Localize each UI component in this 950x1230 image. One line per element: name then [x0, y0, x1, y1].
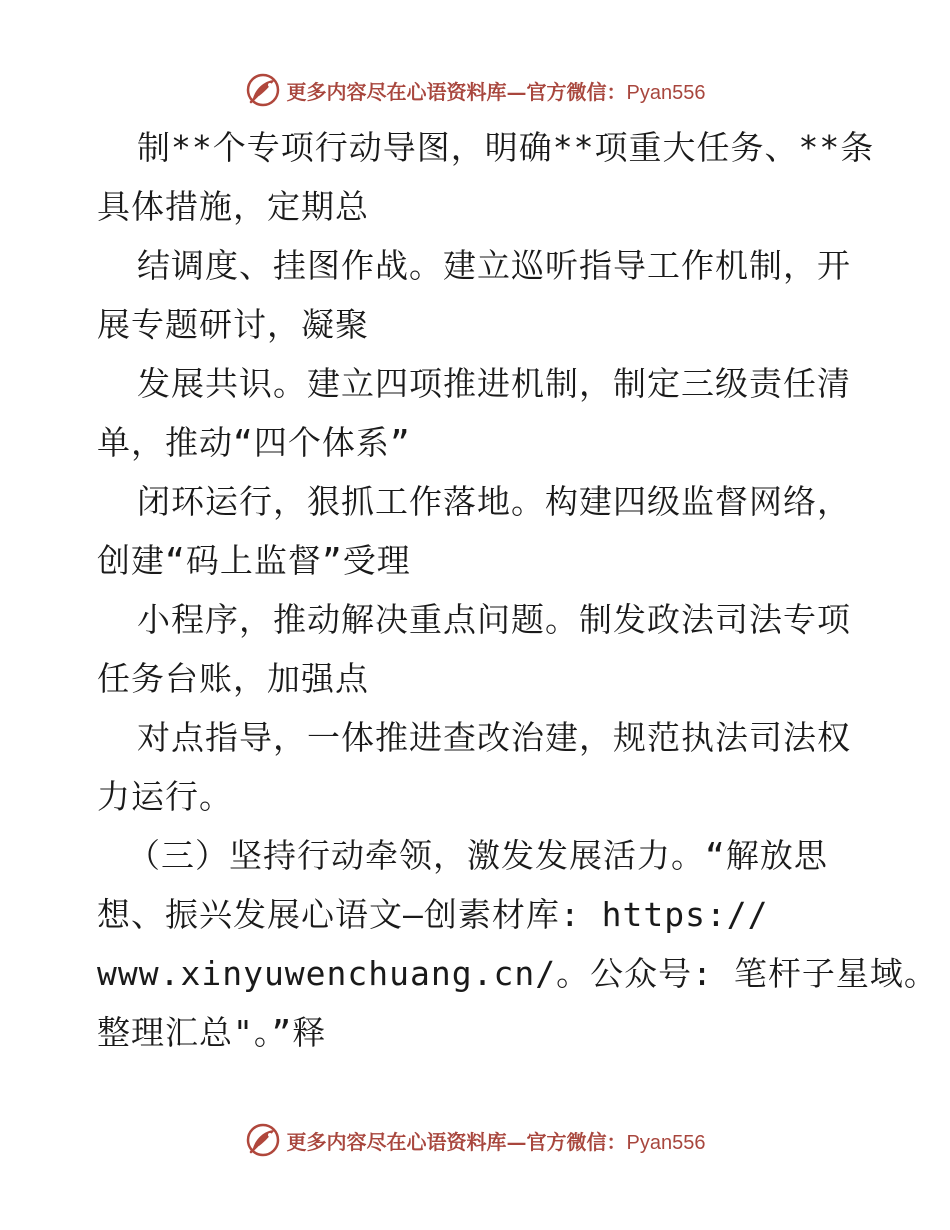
header-watermark: [0, 70, 950, 110]
wechat-id: Pyan556: [626, 1131, 706, 1154]
text-line: 单，推动“四个体系”: [97, 423, 411, 462]
text-line: 结调度、挂图作战。建立巡听指导工作机制，开: [137, 246, 851, 285]
text-line: 发展共识。建立四项推进机制，制定三级责任清: [137, 364, 851, 403]
watermark-text: 更多内容尽在心语资料库—官方微信：Pyan556: [286, 79, 706, 104]
wechat-id: Pyan556: [626, 81, 706, 104]
text-line: 制**个专项行动导图，明确**项重大任务、**条: [137, 128, 875, 167]
footer-watermark: [0, 1120, 950, 1160]
document-body: [97, 118, 938, 1062]
text-line: 展专题研讨，凝聚: [97, 305, 369, 344]
brush-pen-logo-icon: [245, 1122, 281, 1158]
url-line: www.xinyuwenchuang.cn/。公众号: 笔杆子星域。: [97, 954, 938, 993]
text-line: 创建“码上监督”受理: [97, 541, 411, 580]
text-line: 小程序，推动解决重点问题。制发政法司法专项: [137, 600, 851, 639]
text-line: 力运行。: [97, 777, 233, 816]
text-line: 具体措施，定期总: [97, 187, 369, 226]
brush-pen-logo-icon: [245, 72, 281, 108]
watermark-text: 更多内容尽在心语资料库—官方微信：Pyan556: [286, 1129, 706, 1154]
section-heading-line: （三）坚持行动牵领，激发发展活力。“解放思: [127, 836, 828, 875]
text-line: 整理汇总"。”释: [97, 1013, 327, 1052]
text-line: 闭环运行，狠抓工作落地。构建四级监督网络，: [137, 482, 851, 521]
text-line: 对点指导，一体推进查改治建，规范执法司法权: [137, 718, 851, 757]
text-line: 任务台账，加强点: [97, 659, 369, 698]
text-line: 想、振兴发展心语文—创素材库: https://: [97, 895, 769, 934]
